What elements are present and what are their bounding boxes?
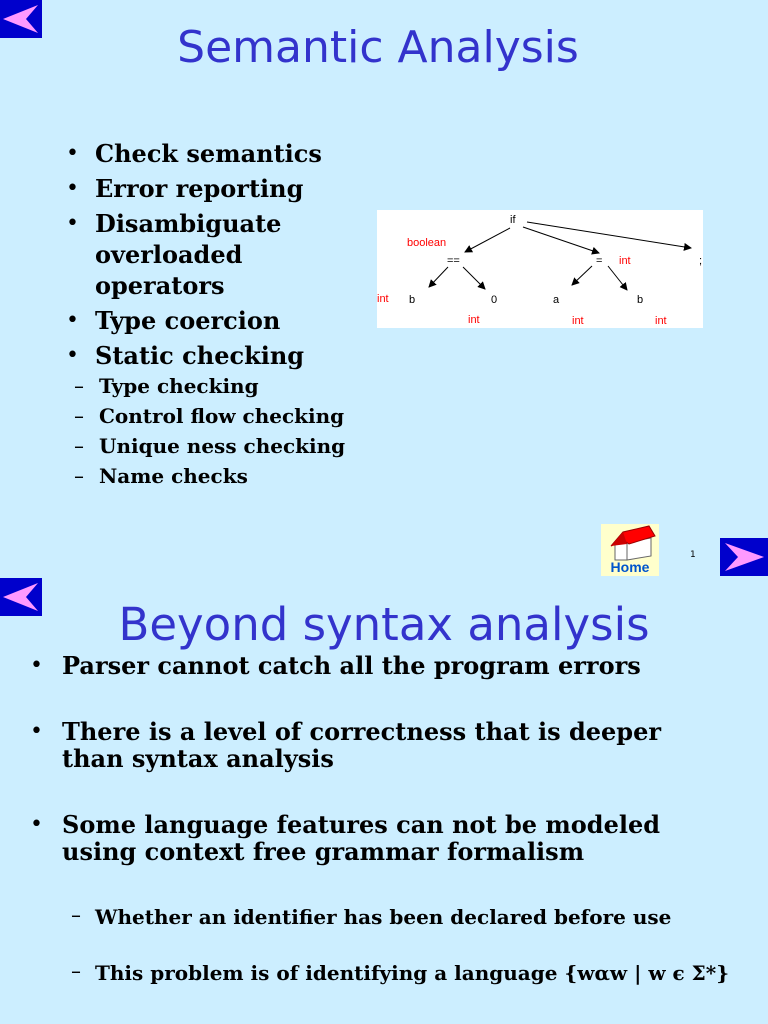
- sub-list-item: [30, 960, 730, 986]
- sub-bullet-text: Unique ness checking: [99, 434, 346, 458]
- tree-node-zero: 0: [491, 294, 498, 306]
- slide-title: Beyond syntax analysis: [118, 598, 650, 651]
- sub-list-item: [37, 463, 366, 489]
- bullet-list: [30, 652, 730, 1016]
- tree-type-label: boolean: [407, 237, 447, 249]
- sub-bullet-text: Name checks: [99, 464, 248, 488]
- tree-node-b: b: [637, 294, 644, 306]
- bullet-icon: •: [66, 343, 79, 368]
- dash-icon: –: [74, 464, 84, 488]
- bullet-icon: •: [66, 211, 79, 236]
- tree-node-b: b: [409, 294, 416, 306]
- slide-beyond-syntax-analysis: [0, 578, 768, 1024]
- sub-bullet-text: This problem is of identifying a language {wαw | w є Σ*}: [95, 961, 730, 985]
- list-item: [66, 138, 366, 169]
- dash-icon: –: [74, 404, 84, 428]
- sub-list-item: [37, 373, 366, 399]
- list-item: [30, 718, 730, 772]
- tree-node-if: if: [510, 214, 516, 226]
- tree-edge: [608, 266, 627, 290]
- tree-type-label: int: [655, 315, 667, 327]
- sub-bullet-text: Type checking: [99, 374, 259, 398]
- bullet-text: There is a level of correctness that is deeper than syntax analysis: [62, 717, 662, 773]
- tree-edge: [523, 227, 599, 253]
- list-item: [66, 305, 366, 336]
- tree-node-eq: ==: [447, 255, 460, 267]
- bullet-text: Check semantics: [95, 139, 322, 168]
- dash-icon: –: [74, 434, 84, 458]
- bullet-icon: •: [66, 141, 79, 166]
- tree-edge: [463, 267, 485, 289]
- tree-edge: [572, 266, 592, 285]
- bullet-text: Parser cannot catch all the program errors: [62, 651, 641, 680]
- next-arrow-icon[interactable]: [720, 538, 768, 576]
- bullet-icon: •: [30, 812, 43, 837]
- tree-edge: [465, 228, 510, 252]
- bullet-text: Disambiguate overloaded operators: [95, 209, 282, 300]
- tree-node-semicolon: ;: [699, 255, 703, 267]
- bullet-icon: •: [66, 176, 79, 201]
- tree-node-a: a: [553, 294, 560, 306]
- tree-type-label: int: [619, 255, 631, 267]
- bullet-icon: •: [30, 719, 43, 744]
- sub-list-item: [37, 403, 366, 429]
- bullet-text: Type coercion: [95, 306, 281, 335]
- dash-icon: –: [74, 374, 84, 398]
- home-label: Home: [610, 559, 650, 575]
- home-button[interactable]: [601, 524, 659, 576]
- bullet-text: Static checking: [95, 341, 305, 370]
- tree-type-label: int: [468, 314, 480, 326]
- bullet-icon: •: [30, 653, 43, 678]
- list-item: [66, 173, 366, 204]
- tree-node-assign: =: [596, 255, 603, 267]
- sub-bullet-text: Whether an identifier has been declared before use: [95, 905, 672, 929]
- syntax-tree-diagram: [377, 210, 703, 328]
- bullet-text: Error reporting: [95, 174, 304, 203]
- tree-edge: [429, 267, 448, 287]
- tree-type-label: int: [377, 293, 389, 305]
- dash-icon: –: [71, 959, 81, 983]
- sub-bullet-text: Control flow checking: [99, 404, 345, 428]
- page-number: 1: [690, 550, 696, 560]
- list-item: [30, 652, 730, 679]
- tree-type-label: int: [572, 315, 584, 327]
- bullet-text: Some language features can not be modeled using context free grammar formalism: [62, 810, 661, 866]
- sub-list-item: [37, 433, 366, 459]
- slide-title: Semantic Analysis: [177, 22, 579, 73]
- bullet-icon: •: [66, 308, 79, 333]
- dash-icon: –: [71, 903, 81, 927]
- sub-list-item: [30, 904, 730, 930]
- list-item: [66, 208, 366, 301]
- list-item: [66, 340, 366, 371]
- list-item: [30, 811, 730, 865]
- bullet-list: [66, 138, 366, 493]
- tree-edge: [527, 222, 691, 248]
